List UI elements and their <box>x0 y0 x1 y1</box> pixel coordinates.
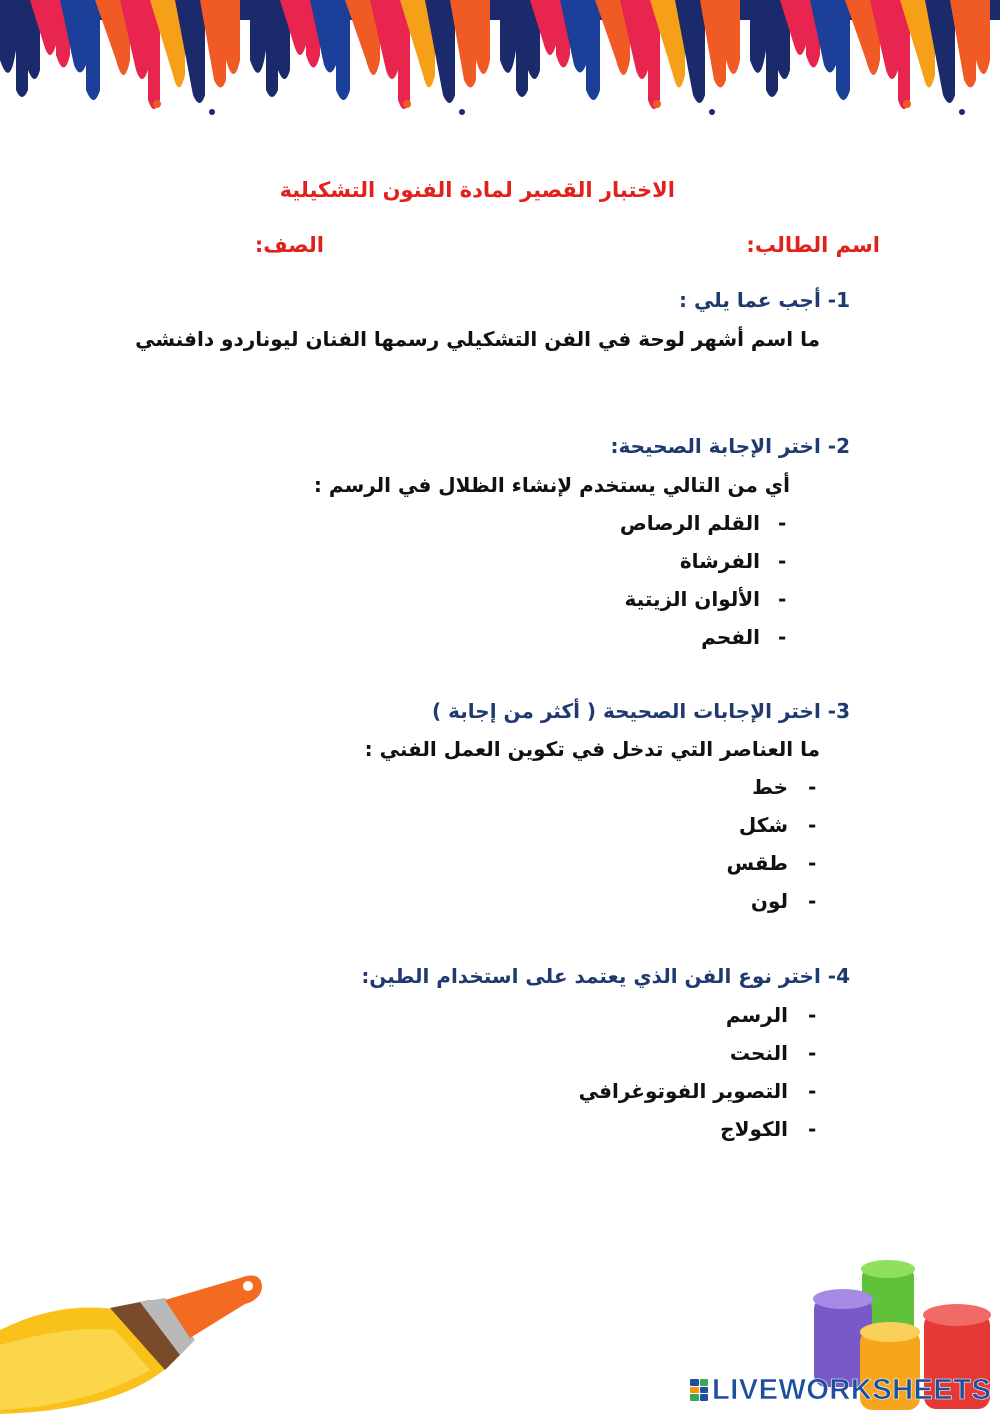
student-name-label: اسم الطالب: <box>746 233 880 257</box>
logo-text: LIVEWORKSHEETS <box>712 1373 992 1406</box>
q4-option-3[interactable]: التصوير الفوتوغرافي <box>578 1079 788 1103</box>
list-bullet: - <box>778 625 787 649</box>
question-3-heading: 3- اختر الإجابات الصحيحة ( أكثر من إجابة ) <box>432 699 850 723</box>
paint-drips-banner <box>0 0 1000 135</box>
question-1-prompt: ما اسم أشهر لوحة في الفن التشكيلي رسمها الفنان ليوناردو دافنشي <box>135 327 820 351</box>
list-bullet: - <box>778 549 787 573</box>
list-bullet: - <box>778 511 787 535</box>
q3-option-3[interactable]: طقس <box>726 851 788 875</box>
class-label: الصف: <box>254 233 324 257</box>
list-bullet: - <box>808 813 817 837</box>
q2-option-1[interactable]: القلم الرصاص <box>619 511 760 535</box>
paint-brush-icon <box>0 1270 280 1414</box>
question-2-heading: 2- اختر الإجابة الصحيحة: <box>610 434 850 458</box>
q4-option-1[interactable]: الرسم <box>725 1003 788 1027</box>
q3-option-2[interactable]: شكل <box>738 813 788 837</box>
logo-grid-icon <box>690 1379 708 1401</box>
q2-option-4[interactable]: الفحم <box>701 625 760 649</box>
q2-option-2[interactable]: الفرشاة <box>679 549 760 573</box>
list-bullet: - <box>778 587 787 611</box>
list-bullet: - <box>808 1041 817 1065</box>
q4-option-4[interactable]: الكولاج <box>720 1117 788 1141</box>
list-bullet: - <box>808 889 817 913</box>
list-bullet: - <box>808 775 817 799</box>
liveworksheets-logo <box>690 1373 991 1407</box>
list-bullet: - <box>808 851 817 875</box>
q4-option-2[interactable]: النحت <box>729 1041 788 1065</box>
question-2-prompt: أي من التالي يستخدم لإنشاء الظلال في الرسم : <box>313 473 790 497</box>
question-4-heading: 4- اختر نوع الفن الذي يعتمد على استخدام الطين: <box>361 964 850 988</box>
question-3-prompt: ما العناصر التي تدخل في تكوين العمل الفني : <box>364 737 820 761</box>
q3-option-1[interactable]: خط <box>752 775 788 799</box>
question-1-heading: 1- أجب عما يلي : <box>678 288 850 312</box>
q2-option-3[interactable]: الألوان الزيتية <box>624 587 760 611</box>
q3-option-4[interactable]: لون <box>750 889 788 913</box>
list-bullet: - <box>808 1117 817 1141</box>
list-bullet: - <box>808 1003 817 1027</box>
page-title: الاختبار القصير لمادة الفنون التشكيلية <box>279 178 675 202</box>
list-bullet: - <box>808 1079 817 1103</box>
